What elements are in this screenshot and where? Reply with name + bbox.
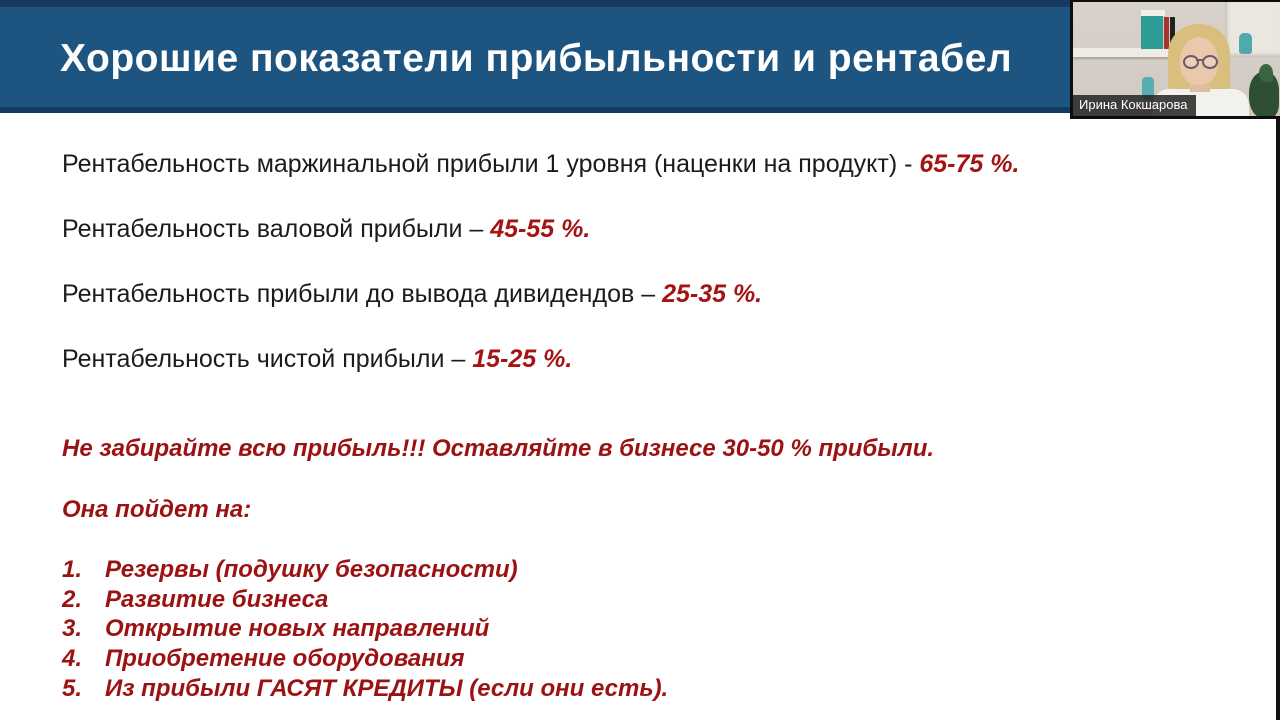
list-item-number: 5. xyxy=(62,675,83,702)
glasses-bridge xyxy=(1196,59,1203,61)
metric-label: Рентабельность валовой прибыли – xyxy=(62,215,491,243)
list-item-text: Резервы (подушку безопасности) xyxy=(105,556,518,583)
list-item-number: 3. xyxy=(62,615,83,642)
slide-title: Хорошие показатели прибыльности и рентабел xyxy=(60,37,1013,80)
list-item-text: Приобретение оборудования xyxy=(105,645,465,672)
metric-line-gross-profit xyxy=(62,214,590,244)
metric-value: 15-25 %. xyxy=(472,345,573,373)
glasses-right-lens xyxy=(1202,55,1218,69)
list-item-number: 1. xyxy=(62,556,83,583)
metric-value: 25-35 %. xyxy=(662,280,763,308)
metric-label: Рентабельность прибыли до вывода дивидендов – xyxy=(62,280,663,308)
list-item-text: Открытие новых направлений xyxy=(105,615,490,642)
list-item-number: 4. xyxy=(62,645,83,672)
plant-leaf xyxy=(1259,64,1273,82)
metric-line-margin-profit xyxy=(62,149,1019,179)
bookshelf-board xyxy=(1073,48,1175,57)
shelf-unit xyxy=(1225,2,1280,57)
teal-books xyxy=(1141,16,1163,49)
teal-vase-right xyxy=(1239,33,1252,54)
glasses-left-lens xyxy=(1183,55,1199,69)
advice-lead: Она пойдет на: xyxy=(62,496,252,523)
list-item-text: Из прибыли ГАСЯТ КРЕДИТЫ (если они есть). xyxy=(105,675,669,702)
participant-name-label: Ирина Кокшарова xyxy=(1073,95,1196,116)
advice-note: Не забирайте всю прибыль!!! Оставляйте в бизнесе 30-50 % прибыли. xyxy=(62,435,935,462)
metric-label: Рентабельность маржинальной прибыли 1 уровня (наценки на продукт) - xyxy=(62,150,920,178)
red-book-spine xyxy=(1164,17,1169,49)
metric-label: Рентабельность чистой прибыли – xyxy=(62,345,473,373)
webcam-video-tile[interactable] xyxy=(1070,0,1280,119)
list-item-number: 2. xyxy=(62,586,83,613)
metric-line-pre-dividend-profit xyxy=(62,279,762,309)
metric-value: 65-75 %. xyxy=(919,150,1020,178)
metric-value: 45-55 %. xyxy=(490,215,591,243)
list-item-text: Развитие бизнеса xyxy=(105,586,329,613)
metric-line-net-profit xyxy=(62,344,572,374)
